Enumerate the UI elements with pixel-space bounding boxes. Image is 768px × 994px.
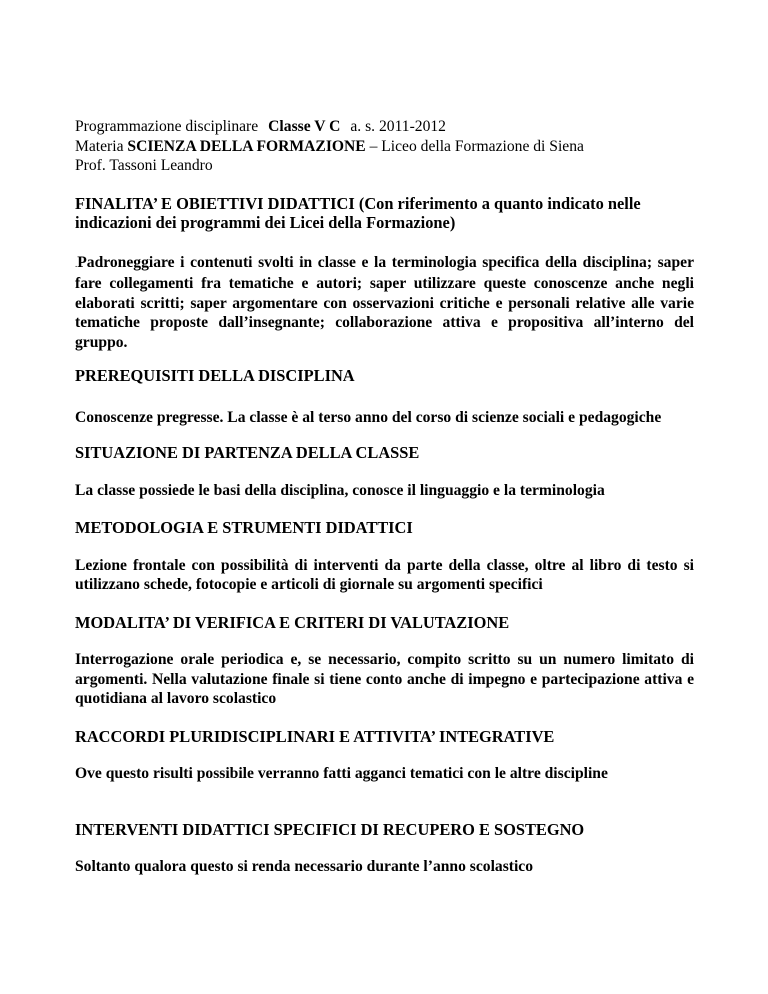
section-body-finalita bbox=[75, 253, 694, 353]
header-teacher: Prof. Tassoni Leandro bbox=[75, 157, 213, 174]
section-body-raccordi: Ove questo risulti possibile verranno fatti agganci tematici con le altre discipline bbox=[75, 765, 608, 782]
header-class: Classe V C bbox=[268, 118, 341, 135]
header-year: a. s. 2011-2012 bbox=[350, 118, 446, 135]
section-title-finalita: FINALITA’ E OBIETTIVI DIDATTICI (Con riferimento a quanto indicato nelle indicazioni dei programmi dei Licei della Formazione) bbox=[75, 193, 641, 232]
section-title-metodologia: METODOLOGIA E STRUMENTI DIDATTICI bbox=[75, 518, 413, 537]
section-body-metodologia: Lezione frontale con possibilità di interventi da parte della classe, oltre al libro di testo si utilizzano schede, fotocopie e articoli di giornale su argomenti specifici bbox=[75, 556, 694, 593]
header-line-2 bbox=[75, 137, 694, 157]
section-body-verifica: Interrogazione orale periodica e, se necessario, compito scritto su un numero limitato di argomenti. Nella valutazione finale si tiene conto anche di impegno e partecipazione attiva e quotidiana al lavoro scolastico bbox=[75, 651, 694, 707]
section-body-situazione: La classe possiede le basi della disciplina, conosce il linguaggio e la terminologia bbox=[75, 481, 605, 499]
section-title-situazione: SITUAZIONE DI PARTENZA DELLA CLASSE bbox=[75, 443, 420, 462]
section-title-verifica: MODALITA’ DI VERIFICA E CRITERI DI VALUTAZIONE bbox=[75, 612, 510, 632]
header-subject-prefix: Materia bbox=[75, 137, 128, 155]
header-school: – Liceo della Formazione di Siena bbox=[365, 137, 584, 155]
header-title: Programmazione disciplinare bbox=[75, 118, 259, 135]
section-title-interventi: INTERVENTI DIDATTICI SPECIFICI DI RECUPERO E SOSTEGNO bbox=[75, 819, 585, 839]
section-body-prerequisiti: Conoscenze pregresse. La classe è al terso anno del corso di scienze sociali e pedagogiche bbox=[75, 408, 662, 426]
header-subject: SCIENZA DELLA FORMAZIONE bbox=[127, 137, 366, 155]
section-body-interventi: Soltanto qualora questo si renda necessario durante l’anno scolastico bbox=[75, 858, 534, 875]
header-line-1 bbox=[75, 117, 694, 137]
section-title-prerequisiti: PREREQUISITI DELLA DISCIPLINA bbox=[75, 366, 355, 385]
finalita-text: Padroneggiare i contenuti svolti in classe e la terminologia specifica della disciplina; saper fare collegamenti fra tematiche e autori; saper utilizzare queste conoscenze anche negli elaborati scritti; saper argomentare con osservazioni critiche e personali relative alle varie tematiche proposte dall’insegnante; collaborazione attiva e propositiva all’interno del gruppo. bbox=[75, 253, 694, 351]
bullet-dot: . bbox=[75, 258, 78, 269]
document-page bbox=[75, 117, 694, 877]
section-title-raccordi: RACCORDI PLURIDISCIPLINARI E ATTIVITA’ INTEGRATIVE bbox=[75, 726, 555, 746]
